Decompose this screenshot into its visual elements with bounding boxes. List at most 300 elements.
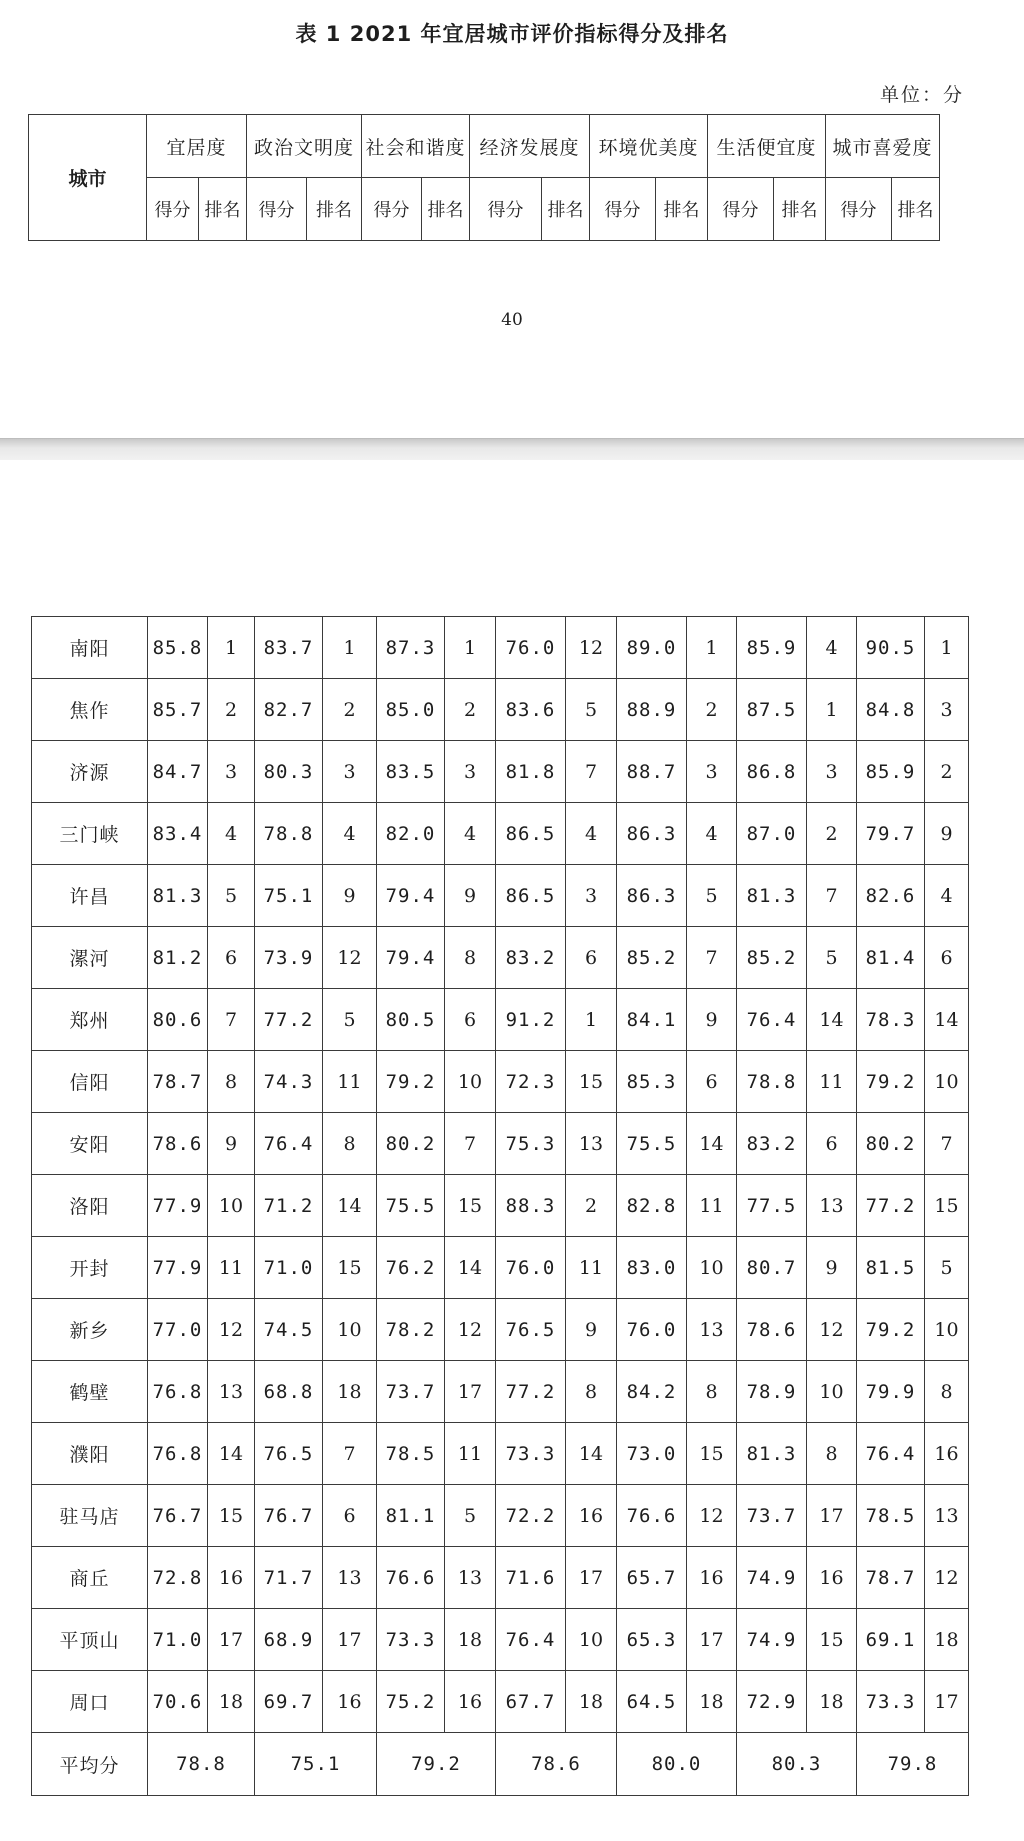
rank-cell: 10 — [925, 1051, 969, 1113]
score-cell: 78.3 — [857, 989, 925, 1051]
rank-cell: 2 — [925, 741, 969, 803]
score-cell: 77.0 — [148, 1299, 208, 1361]
score-cell: 73.7 — [737, 1485, 807, 1547]
score-cell: 85.7 — [148, 679, 208, 741]
rank-cell: 5 — [925, 1237, 969, 1299]
score-cell: 83.2 — [496, 927, 566, 989]
unit-label: 单位：分 — [879, 84, 964, 106]
rank-cell: 7 — [807, 865, 857, 927]
rank-cell: 13 — [323, 1547, 377, 1609]
rank-subheader: 排名 — [422, 178, 470, 241]
score-cell: 70.6 — [148, 1671, 208, 1733]
score-subheader: 得分 — [247, 178, 307, 241]
city-name-cell: 鹤壁 — [32, 1361, 148, 1423]
score-cell: 85.2 — [617, 927, 687, 989]
score-cell: 71.0 — [255, 1237, 323, 1299]
score-subheader: 得分 — [470, 178, 542, 241]
rank-cell: 11 — [807, 1051, 857, 1113]
score-cell: 87.0 — [737, 803, 807, 865]
score-cell: 74.3 — [255, 1051, 323, 1113]
rank-cell: 10 — [445, 1051, 496, 1113]
score-cell: 79.9 — [857, 1361, 925, 1423]
rank-cell: 15 — [208, 1485, 255, 1547]
rank-cell: 15 — [566, 1051, 617, 1113]
table-row — [32, 803, 969, 865]
rank-cell: 7 — [925, 1113, 969, 1175]
score-cell: 81.1 — [377, 1485, 445, 1547]
rank-cell: 18 — [687, 1671, 737, 1733]
rank-cell: 4 — [445, 803, 496, 865]
score-cell: 76.4 — [496, 1609, 566, 1671]
rank-cell: 17 — [445, 1361, 496, 1423]
score-cell: 72.9 — [737, 1671, 807, 1733]
rank-subheader: 排名 — [542, 178, 590, 241]
score-cell: 84.7 — [148, 741, 208, 803]
rank-cell: 5 — [807, 927, 857, 989]
rank-cell: 6 — [323, 1485, 377, 1547]
city-name-cell: 新乡 — [32, 1299, 148, 1361]
score-cell: 79.2 — [377, 1051, 445, 1113]
score-cell: 85.8 — [148, 617, 208, 679]
score-cell: 73.3 — [496, 1423, 566, 1485]
score-cell: 80.2 — [377, 1113, 445, 1175]
document-page-top — [0, 0, 1024, 438]
rank-cell: 1 — [687, 617, 737, 679]
rank-cell: 10 — [566, 1609, 617, 1671]
rank-cell: 3 — [323, 741, 377, 803]
score-cell: 75.3 — [496, 1113, 566, 1175]
score-cell: 78.5 — [377, 1423, 445, 1485]
table-row — [32, 741, 969, 803]
rank-cell: 14 — [445, 1237, 496, 1299]
rank-cell: 8 — [925, 1361, 969, 1423]
score-cell: 76.2 — [377, 1237, 445, 1299]
score-cell: 85.3 — [617, 1051, 687, 1113]
rank-cell: 11 — [323, 1051, 377, 1113]
score-cell: 86.8 — [737, 741, 807, 803]
city-name-cell: 南阳 — [32, 617, 148, 679]
rank-cell: 16 — [208, 1547, 255, 1609]
score-cell: 75.1 — [255, 865, 323, 927]
rank-cell: 6 — [807, 1113, 857, 1175]
score-cell: 69.7 — [255, 1671, 323, 1733]
rank-cell: 9 — [566, 1299, 617, 1361]
rank-cell: 12 — [687, 1485, 737, 1547]
rank-subheader: 排名 — [774, 178, 826, 241]
rank-cell: 16 — [445, 1671, 496, 1733]
rank-cell: 17 — [323, 1609, 377, 1671]
rank-cell: 11 — [445, 1423, 496, 1485]
score-cell: 73.3 — [857, 1671, 925, 1733]
score-cell: 78.8 — [255, 803, 323, 865]
score-cell: 89.0 — [617, 617, 687, 679]
rank-cell: 1 — [445, 617, 496, 679]
rank-cell: 9 — [208, 1113, 255, 1175]
average-label: 平均分 — [32, 1733, 148, 1796]
score-cell: 81.3 — [737, 865, 807, 927]
score-cell: 72.2 — [496, 1485, 566, 1547]
rank-cell: 9 — [323, 865, 377, 927]
score-subheader: 得分 — [147, 178, 199, 241]
score-cell: 82.0 — [377, 803, 445, 865]
score-cell: 77.9 — [148, 1175, 208, 1237]
rank-cell: 4 — [323, 803, 377, 865]
rank-cell: 9 — [445, 865, 496, 927]
rank-cell: 8 — [208, 1051, 255, 1113]
rank-cell: 3 — [925, 679, 969, 741]
city-name-cell: 开封 — [32, 1237, 148, 1299]
score-cell: 80.2 — [857, 1113, 925, 1175]
city-name-cell: 商丘 — [32, 1547, 148, 1609]
indicator-header: 政治文明度 — [247, 115, 362, 178]
rank-cell: 13 — [807, 1175, 857, 1237]
rank-cell: 18 — [323, 1361, 377, 1423]
average-score-cell: 79.2 — [377, 1733, 496, 1796]
rank-cell: 17 — [925, 1671, 969, 1733]
rank-cell: 4 — [807, 617, 857, 679]
rank-cell: 6 — [687, 1051, 737, 1113]
rank-cell: 8 — [807, 1423, 857, 1485]
rank-cell: 1 — [323, 617, 377, 679]
rank-cell: 17 — [807, 1485, 857, 1547]
score-cell: 76.5 — [255, 1423, 323, 1485]
score-cell: 71.0 — [148, 1609, 208, 1671]
score-cell: 83.2 — [737, 1113, 807, 1175]
rank-cell: 13 — [566, 1113, 617, 1175]
rank-cell: 9 — [925, 803, 969, 865]
score-cell: 76.6 — [617, 1485, 687, 1547]
page-number: 40 — [501, 310, 523, 330]
data-table-body — [32, 617, 969, 1796]
rank-cell: 16 — [323, 1671, 377, 1733]
rank-cell: 2 — [445, 679, 496, 741]
score-cell: 79.7 — [857, 803, 925, 865]
rank-cell: 18 — [807, 1671, 857, 1733]
rank-cell: 14 — [323, 1175, 377, 1237]
score-cell: 83.4 — [148, 803, 208, 865]
rank-cell: 11 — [687, 1175, 737, 1237]
score-cell: 81.5 — [857, 1237, 925, 1299]
score-cell: 85.9 — [737, 617, 807, 679]
score-cell: 83.0 — [617, 1237, 687, 1299]
score-cell: 80.5 — [377, 989, 445, 1051]
score-cell: 76.8 — [148, 1361, 208, 1423]
city-name-cell: 濮阳 — [32, 1423, 148, 1485]
rank-cell: 12 — [925, 1547, 969, 1609]
score-cell: 82.8 — [617, 1175, 687, 1237]
score-cell: 77.9 — [148, 1237, 208, 1299]
rank-cell: 16 — [807, 1547, 857, 1609]
rank-cell: 2 — [687, 679, 737, 741]
score-cell: 77.2 — [496, 1361, 566, 1423]
score-subheader: 得分 — [826, 178, 892, 241]
rank-cell: 4 — [925, 865, 969, 927]
score-cell: 73.7 — [377, 1361, 445, 1423]
score-cell: 76.5 — [496, 1299, 566, 1361]
score-subheader: 得分 — [590, 178, 656, 241]
score-cell: 71.7 — [255, 1547, 323, 1609]
rank-cell: 7 — [687, 927, 737, 989]
score-cell: 81.2 — [148, 927, 208, 989]
rank-subheader: 排名 — [656, 178, 708, 241]
city-name-cell: 三门峡 — [32, 803, 148, 865]
rank-cell: 6 — [566, 927, 617, 989]
rank-cell: 10 — [323, 1299, 377, 1361]
indicator-header: 社会和谐度 — [362, 115, 470, 178]
rank-cell: 18 — [566, 1671, 617, 1733]
score-cell: 82.7 — [255, 679, 323, 741]
rank-cell: 1 — [566, 989, 617, 1051]
score-cell: 74.9 — [737, 1547, 807, 1609]
city-name-cell: 驻马店 — [32, 1485, 148, 1547]
score-cell: 75.5 — [617, 1113, 687, 1175]
score-cell: 65.7 — [617, 1547, 687, 1609]
score-cell: 64.5 — [617, 1671, 687, 1733]
rank-cell: 12 — [807, 1299, 857, 1361]
score-cell: 71.2 — [255, 1175, 323, 1237]
rank-cell: 13 — [445, 1547, 496, 1609]
table-row — [32, 1361, 969, 1423]
score-cell: 65.3 — [617, 1609, 687, 1671]
rank-cell: 7 — [208, 989, 255, 1051]
rank-cell: 11 — [208, 1237, 255, 1299]
rank-cell: 4 — [687, 803, 737, 865]
rank-cell: 14 — [566, 1423, 617, 1485]
score-cell: 75.5 — [377, 1175, 445, 1237]
average-score-cell: 80.0 — [617, 1733, 737, 1796]
table-row — [32, 1671, 969, 1733]
score-cell: 86.5 — [496, 803, 566, 865]
rank-cell: 7 — [323, 1423, 377, 1485]
rank-cell: 6 — [208, 927, 255, 989]
score-cell: 76.6 — [377, 1547, 445, 1609]
rank-cell: 16 — [925, 1423, 969, 1485]
score-cell: 81.4 — [857, 927, 925, 989]
rank-cell: 8 — [323, 1113, 377, 1175]
table-row — [32, 1113, 969, 1175]
score-cell: 78.5 — [857, 1485, 925, 1547]
table-row — [32, 617, 969, 679]
score-cell: 85.0 — [377, 679, 445, 741]
rank-cell: 10 — [925, 1299, 969, 1361]
rank-cell: 13 — [208, 1361, 255, 1423]
page-separator — [0, 438, 1024, 461]
indicator-header: 经济发展度 — [470, 115, 590, 178]
average-score-cell: 78.8 — [148, 1733, 255, 1796]
rank-cell: 5 — [566, 679, 617, 741]
score-cell: 76.7 — [148, 1485, 208, 1547]
score-cell: 86.5 — [496, 865, 566, 927]
rank-cell: 4 — [566, 803, 617, 865]
rank-subheader: 排名 — [892, 178, 940, 241]
score-cell: 87.5 — [737, 679, 807, 741]
table-row — [32, 1423, 969, 1485]
score-cell: 72.8 — [148, 1547, 208, 1609]
rank-cell: 14 — [807, 989, 857, 1051]
rank-cell: 7 — [445, 1113, 496, 1175]
score-cell: 82.6 — [857, 865, 925, 927]
city-name-cell: 平顶山 — [32, 1609, 148, 1671]
average-score-cell: 75.1 — [255, 1733, 377, 1796]
score-cell: 73.9 — [255, 927, 323, 989]
rank-cell: 2 — [323, 679, 377, 741]
rank-cell: 17 — [566, 1547, 617, 1609]
table-row — [32, 1485, 969, 1547]
city-name-cell: 漯河 — [32, 927, 148, 989]
score-cell: 76.4 — [255, 1113, 323, 1175]
score-cell: 78.8 — [737, 1051, 807, 1113]
rank-cell: 1 — [208, 617, 255, 679]
score-cell: 86.3 — [617, 803, 687, 865]
score-cell: 73.3 — [377, 1609, 445, 1671]
score-cell: 88.7 — [617, 741, 687, 803]
rank-cell: 3 — [208, 741, 255, 803]
rank-cell: 3 — [445, 741, 496, 803]
city-column-header: 城市 — [29, 115, 147, 241]
rank-cell: 8 — [566, 1361, 617, 1423]
rank-cell: 3 — [566, 865, 617, 927]
rank-cell: 3 — [807, 741, 857, 803]
city-name-cell: 信阳 — [32, 1051, 148, 1113]
score-cell: 76.7 — [255, 1485, 323, 1547]
table-row — [32, 927, 969, 989]
score-cell: 83.7 — [255, 617, 323, 679]
rank-cell: 7 — [566, 741, 617, 803]
data-table — [31, 616, 969, 1796]
rank-cell: 5 — [687, 865, 737, 927]
rank-cell: 8 — [687, 1361, 737, 1423]
score-cell: 78.2 — [377, 1299, 445, 1361]
city-name-cell: 济源 — [32, 741, 148, 803]
score-cell: 74.9 — [737, 1609, 807, 1671]
score-cell: 74.5 — [255, 1299, 323, 1361]
rank-cell: 14 — [208, 1423, 255, 1485]
rank-cell: 12 — [445, 1299, 496, 1361]
score-cell: 75.2 — [377, 1671, 445, 1733]
score-cell: 68.8 — [255, 1361, 323, 1423]
score-cell: 80.3 — [255, 741, 323, 803]
table-row — [32, 1237, 969, 1299]
score-cell: 90.5 — [857, 617, 925, 679]
score-cell: 76.4 — [737, 989, 807, 1051]
table-title: 表 1 2021 年宜居城市评价指标得分及排名 — [295, 22, 729, 46]
city-name-cell: 焦作 — [32, 679, 148, 741]
score-cell: 78.6 — [148, 1113, 208, 1175]
rank-cell: 14 — [925, 989, 969, 1051]
average-row — [32, 1733, 969, 1796]
rank-cell: 15 — [323, 1237, 377, 1299]
rank-cell: 2 — [208, 679, 255, 741]
header-table — [28, 114, 940, 241]
rank-cell: 17 — [687, 1609, 737, 1671]
rank-cell: 5 — [323, 989, 377, 1051]
rank-cell: 1 — [925, 617, 969, 679]
score-cell: 78.6 — [737, 1299, 807, 1361]
rank-cell: 18 — [208, 1671, 255, 1733]
rank-cell: 10 — [687, 1237, 737, 1299]
rank-cell: 3 — [687, 741, 737, 803]
score-cell: 76.0 — [496, 617, 566, 679]
score-cell: 79.2 — [857, 1299, 925, 1361]
score-cell: 83.5 — [377, 741, 445, 803]
rank-cell: 6 — [445, 989, 496, 1051]
rank-cell: 8 — [445, 927, 496, 989]
rank-cell: 16 — [687, 1547, 737, 1609]
score-subheader: 得分 — [708, 178, 774, 241]
city-name-cell: 许昌 — [32, 865, 148, 927]
rank-cell: 13 — [925, 1485, 969, 1547]
rank-cell: 10 — [208, 1175, 255, 1237]
rank-cell: 15 — [925, 1175, 969, 1237]
score-cell: 79.4 — [377, 865, 445, 927]
score-cell: 78.9 — [737, 1361, 807, 1423]
score-cell: 91.2 — [496, 989, 566, 1051]
score-cell: 88.3 — [496, 1175, 566, 1237]
score-cell: 76.0 — [496, 1237, 566, 1299]
score-cell: 84.2 — [617, 1361, 687, 1423]
score-cell: 81.3 — [148, 865, 208, 927]
score-cell: 78.7 — [857, 1547, 925, 1609]
table-row — [32, 989, 969, 1051]
average-score-cell: 80.3 — [737, 1733, 857, 1796]
score-cell: 79.4 — [377, 927, 445, 989]
rank-cell: 15 — [687, 1423, 737, 1485]
score-cell: 76.8 — [148, 1423, 208, 1485]
score-cell: 77.2 — [255, 989, 323, 1051]
indicator-header: 城市喜爱度 — [826, 115, 940, 178]
rank-cell: 5 — [208, 865, 255, 927]
average-score-cell: 78.6 — [496, 1733, 617, 1796]
rank-cell: 14 — [687, 1113, 737, 1175]
rank-cell: 12 — [323, 927, 377, 989]
score-cell: 81.8 — [496, 741, 566, 803]
score-cell: 85.2 — [737, 927, 807, 989]
score-cell: 69.1 — [857, 1609, 925, 1671]
score-cell: 73.0 — [617, 1423, 687, 1485]
city-name-cell: 安阳 — [32, 1113, 148, 1175]
average-score-cell: 79.8 — [857, 1733, 969, 1796]
score-cell: 84.1 — [617, 989, 687, 1051]
score-cell: 84.8 — [857, 679, 925, 741]
score-cell: 72.3 — [496, 1051, 566, 1113]
score-cell: 77.5 — [737, 1175, 807, 1237]
table-row — [32, 865, 969, 927]
score-cell: 79.2 — [857, 1051, 925, 1113]
table-row — [32, 1051, 969, 1113]
rank-cell: 13 — [687, 1299, 737, 1361]
rank-cell: 5 — [445, 1485, 496, 1547]
rank-cell: 6 — [925, 927, 969, 989]
table-row — [32, 1547, 969, 1609]
rank-cell: 15 — [445, 1175, 496, 1237]
rank-cell: 12 — [566, 617, 617, 679]
score-cell: 81.3 — [737, 1423, 807, 1485]
rank-cell: 18 — [925, 1609, 969, 1671]
table-row — [32, 1299, 969, 1361]
score-cell: 87.3 — [377, 617, 445, 679]
rank-cell: 2 — [807, 803, 857, 865]
score-cell: 85.9 — [857, 741, 925, 803]
score-cell: 77.2 — [857, 1175, 925, 1237]
score-cell: 76.0 — [617, 1299, 687, 1361]
score-cell: 71.6 — [496, 1547, 566, 1609]
indicator-header: 环境优美度 — [590, 115, 708, 178]
rank-cell: 1 — [807, 679, 857, 741]
rank-cell: 11 — [566, 1237, 617, 1299]
table-row — [32, 679, 969, 741]
score-cell: 88.9 — [617, 679, 687, 741]
rank-cell: 18 — [445, 1609, 496, 1671]
